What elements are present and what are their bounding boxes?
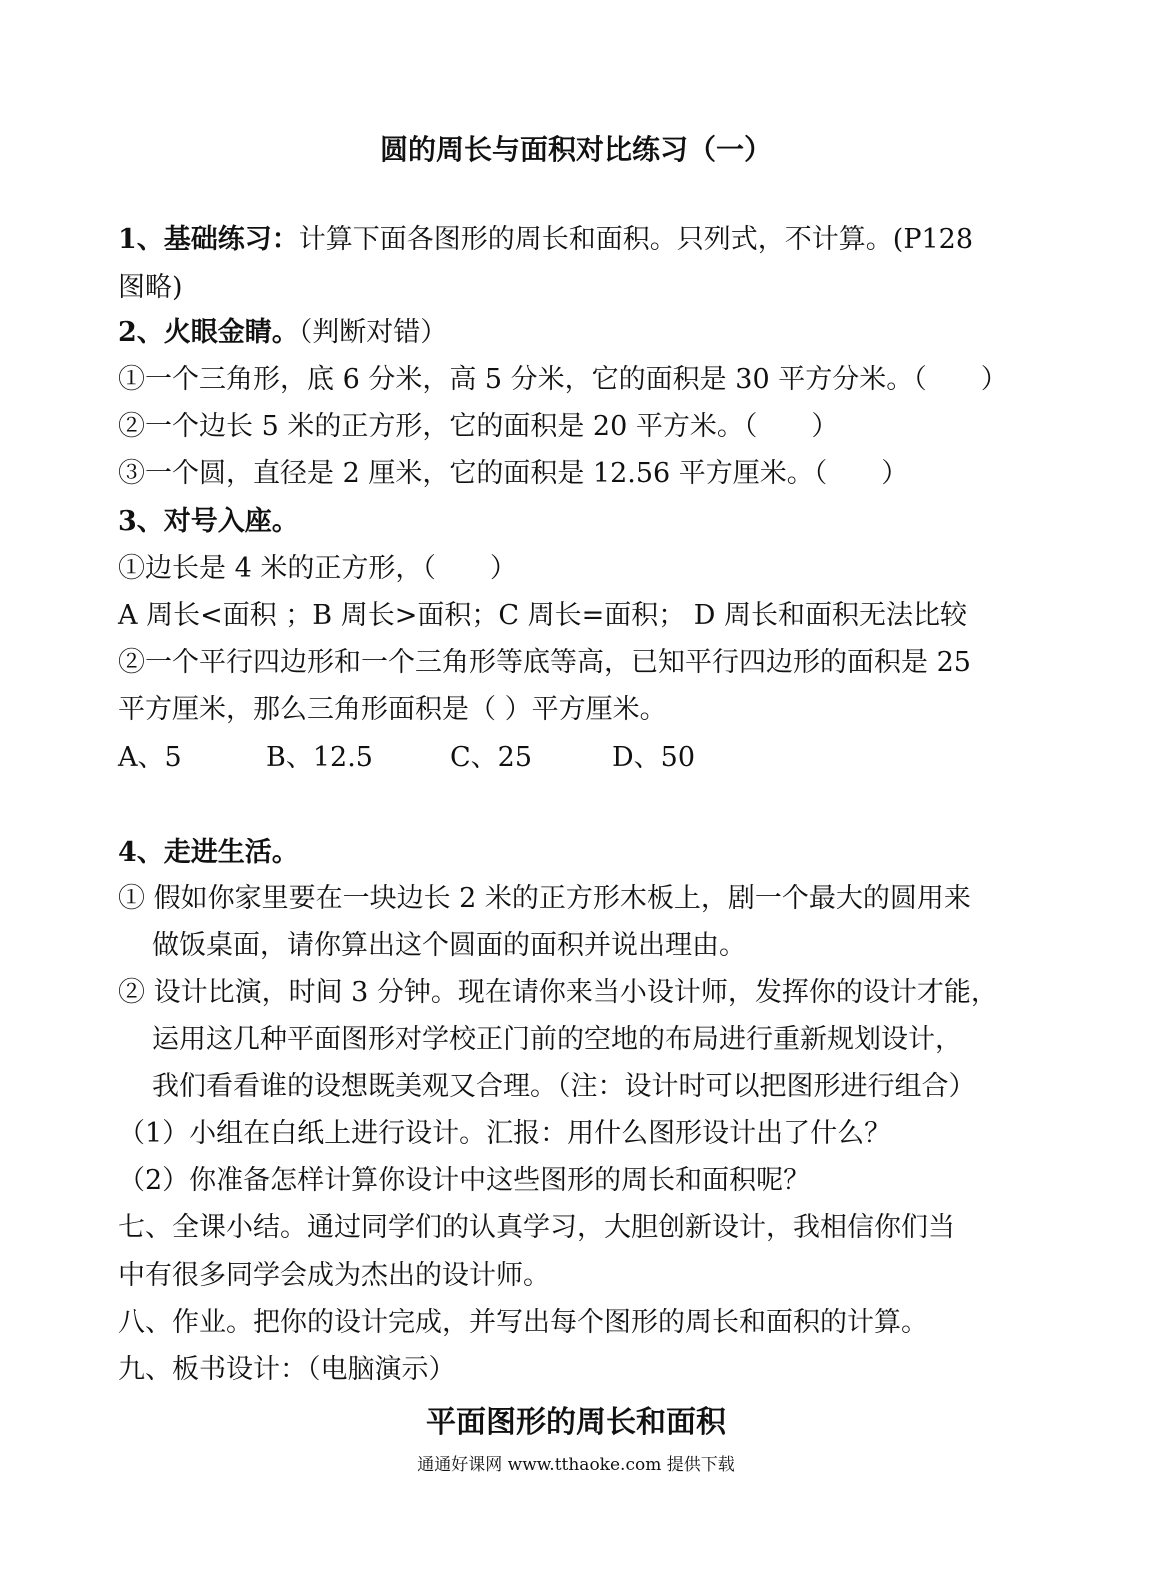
question-3-heading: 3、对号入座。 [118,506,299,537]
summary-line-2: 中有很多同学会成为杰出的设计师。 [118,1260,550,1291]
question-4-part-2-line-1: ② 设计比演，时间 3 分钟。现在请你来当小设计师，发挥你的设计才能， [118,977,998,1008]
question-4-part-2-line-2: 运用这几种平面图形对学校正门前的空地的布局进行重新规划设计， [152,1024,962,1055]
summary-line-1: 七、全课小结。通过同学们的认真学习，大胆创新设计，我相信你们当 [118,1212,955,1243]
question-4-part-1-line-2: 做饭桌面，请你算出这个圆面的面积并说出理由。 [152,930,746,961]
question-3-item-2-line-2: 平方厘米，那么三角形面积是（ ）平方厘米。 [118,694,667,725]
option-b: B、12.5 [266,742,373,773]
question-4-part-2-line-3: 我们看看谁的设想既美观又合理。（注：设计时可以把图形进行组合） [152,1071,976,1102]
question-3-item-1-options: A 周长<面积 ；B 周长>面积；C 周长=面积； D 周长和面积无法比较 [118,600,968,631]
homework-line: 八、作业。把你的设计完成，并写出每个图形的周长和面积的计算。 [118,1307,928,1338]
question-3-item-2-options [118,740,695,776]
question-1-continuation: 图略) [118,272,183,303]
question-2-line [118,315,447,351]
question-4-heading: 4、走进生活。 [118,837,299,868]
question-2-item-3: ③一个圆，直径是 2 厘米，它的面积是 12.56 平方厘米。（ ） [118,458,909,489]
question-2-item-2: ②一个边长 5 米的正方形，它的面积是 20 平方米。（ ） [118,411,839,442]
document-title: 圆的周长与面积对比练习（一） [379,133,772,166]
question-1-text: 计算下面各图形的周长和面积。只列式，不计算。(P128 [298,224,974,255]
question-3-item-1: ①边长是 4 米的正方形，（ ） [118,553,517,584]
board-title: 平面图形的周长和面积 [426,1405,726,1440]
question-4-sub-2: （2）你准备怎样计算你设计中这些图形的周长和面积呢？ [118,1165,811,1196]
board-design-line: 九、板书设计：（电脑演示） [118,1354,456,1385]
question-1-heading: 1、基础练习： [118,224,299,255]
question-3-item-2-line-1: ②一个平行四边形和一个三角形等底等高，已知平行四边形的面积是 25 [118,647,971,678]
option-c: C、25 [450,742,533,773]
option-a: A、5 [118,742,182,773]
option-d: D、50 [612,742,696,773]
question-1-line [118,222,973,258]
question-2-note: （判断对错） [298,317,448,348]
question-2-item-1: ①一个三角形，底 6 分米，高 5 分米，它的面积是 30 平方分米。（ ） [118,364,1008,395]
question-2-heading: 2、火眼金睛。 [118,317,299,348]
footer-watermark: 通通好课网 www.tthaoke.com 提供下载 [417,1455,735,1475]
question-4-sub-1: （1）小组在白纸上进行设计。汇报：用什么图形设计出了什么？ [118,1118,892,1149]
question-4-part-1-line-1: ① 假如你家里要在一块边长 2 米的正方形木板上，剧一个最大的圆用来 [118,883,971,914]
